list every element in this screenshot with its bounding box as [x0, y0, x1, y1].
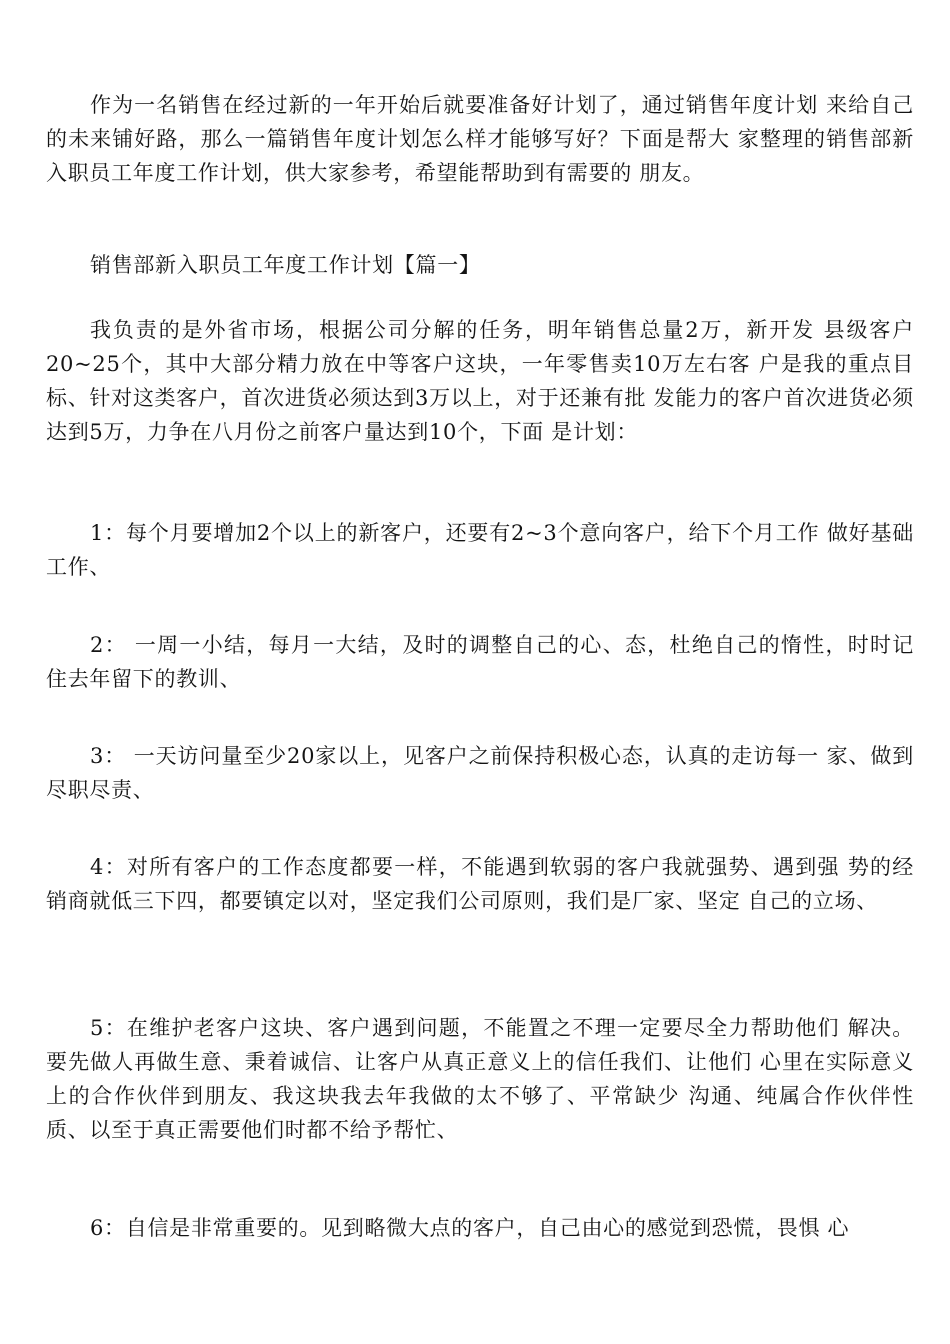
intro-paragraph: 作为一名销售在经过新的一年开始后就要准备好计划了，通过销售年度计划 来给自己的未来铺好路，那么一篇销售年度计划怎么样才能够写好？下面是帮大 家整理的销售部新入职员工年度工作计划，供大家参考，希望能帮助到有需要的 朋友。 — [46, 93, 914, 185]
plan-item-1: 1：每个月要增加2个以上的新客户，还要有2~3个意向客户，给下个月工作 做好基础工作、 — [46, 521, 914, 579]
section-heading: 销售部新入职员工年度工作计划【篇一】 — [90, 253, 481, 277]
plan-item-3: 3： 一天访问量至少20家以上，见客户之前保持积极心态，认真的走访每一 家、做到尽职尽责、 — [46, 744, 914, 802]
body-paragraph-market: 我负责的是外省市场，根据公司分解的任务，明年销售总量2万，新开发 县级客户20~25个，其中大部分精力放在中等客户这块，一年零售卖10万左右客 户是我的重点目标、针对这类客户，首次进货必须达到3万以上，对于还兼有批 发能力的客户首次进货必须达到5万，力争在八月份之前客户量达到10个，下面 是计划： — [46, 318, 914, 444]
plan-item-5: 5：在维护老客户这块、客户遇到问题，不能置之不理一定要尽全力帮助他们 解决。要先做人再做生意、秉着诚信、让客户从真正意义上的信任我们、让他们 心里在实际意义上的合作伙伴到朋友、我这块我去年我做的太不够了、平常缺少 沟通、纯属合作伙伴性质、以至于真正需要他们时都不给予帮忙、 — [46, 1016, 914, 1142]
plan-item-2: 2： 一周一小结，每月一大结，及时的调整自己的心、态，杜绝自己的惰性，时时记住去年留下的教训、 — [46, 633, 914, 691]
plan-item-6: 6：自信是非常重要的。见到略微大点的客户，自己由心的感觉到恐慌，畏惧 心 — [90, 1216, 850, 1240]
plan-item-4: 4：对所有客户的工作态度都要一样，不能遇到软弱的客户我就强势、遇到强 势的经销商就低三下四，都要镇定以对，坚定我们公司原则，我们是厂家、坚定 自己的立场、 — [46, 855, 914, 913]
